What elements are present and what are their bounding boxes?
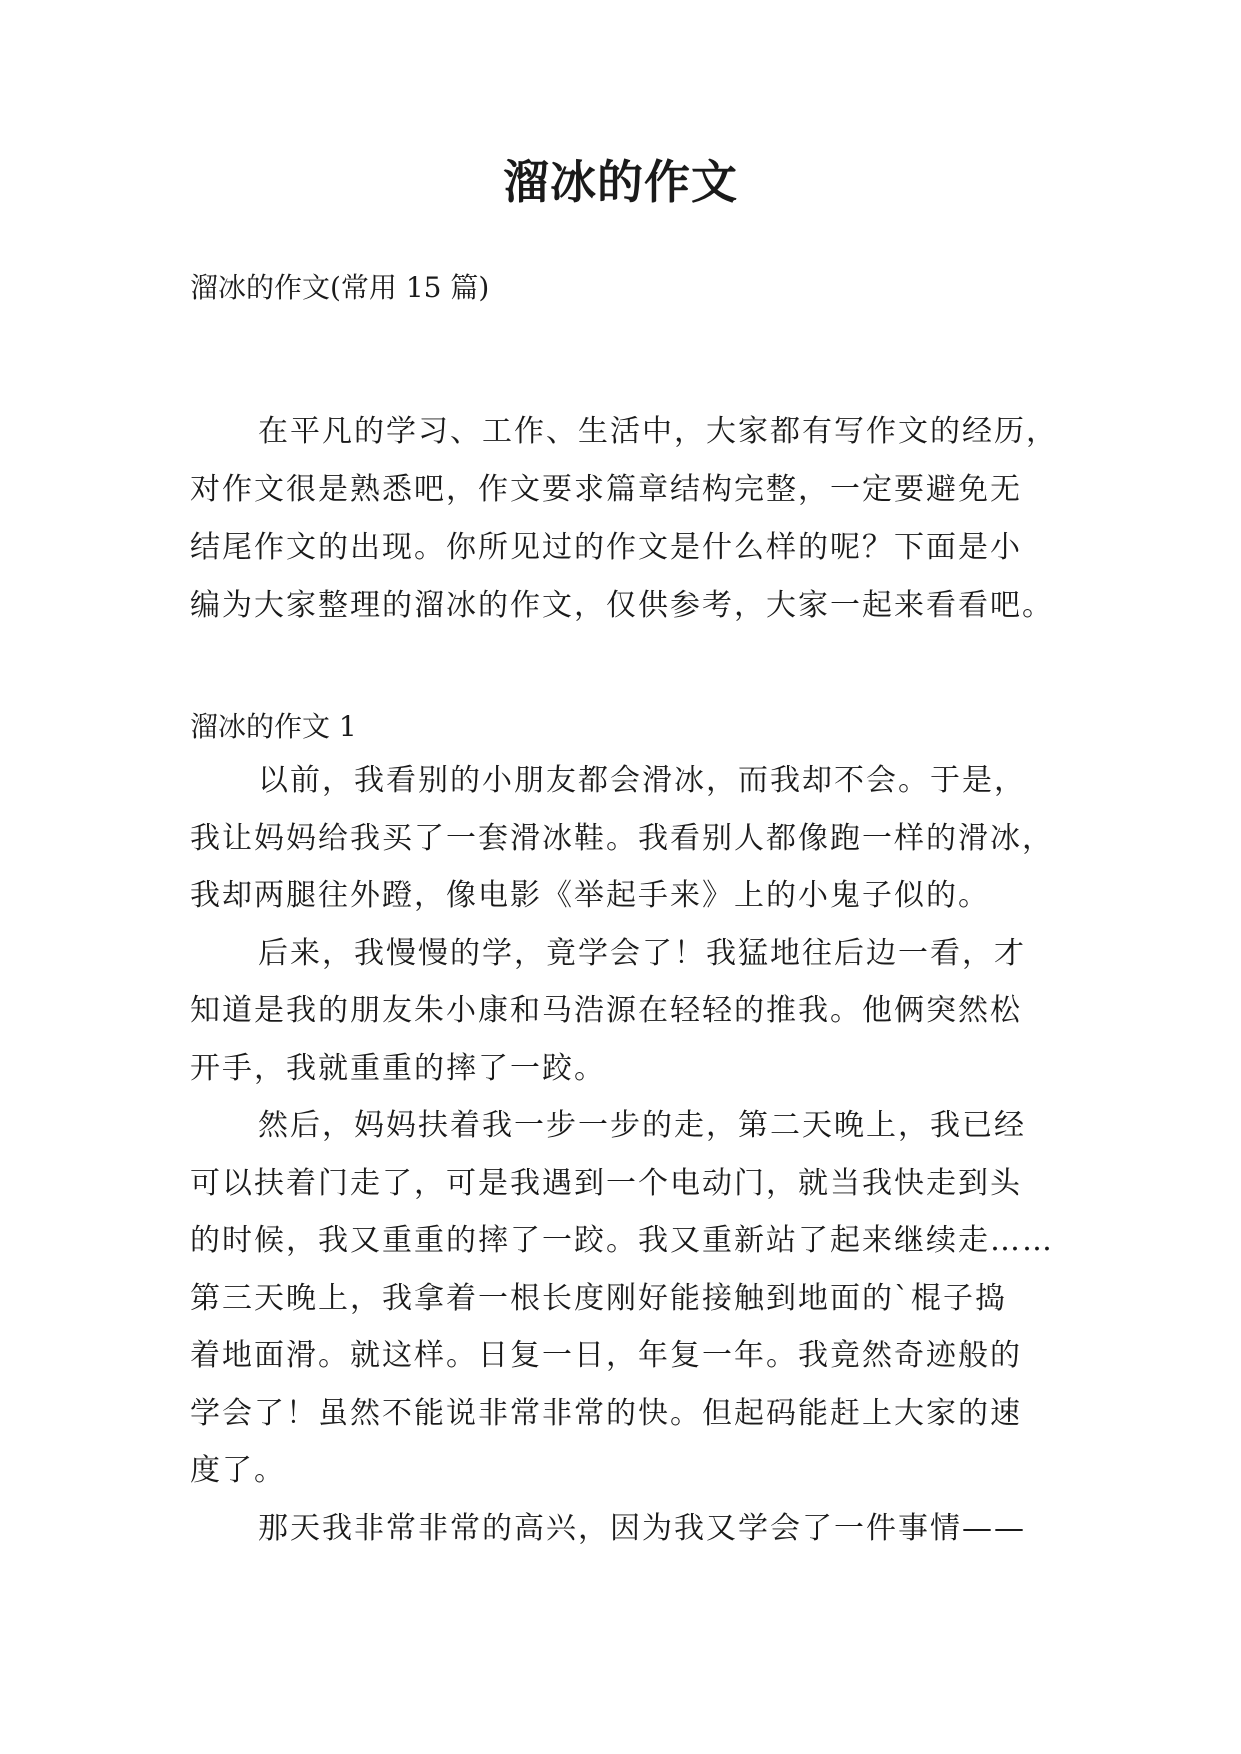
body-line: 着地面滑。就这样。日复一日，年复一年。我竟然奇迹般的 xyxy=(190,1338,1022,1373)
intro-line: 结尾作文的出现。你所见过的作文是什么样的呢？下面是小 xyxy=(190,530,1022,565)
body-line: 后来，我慢慢的学，竟学会了！我猛地往后边一看，才 xyxy=(258,935,1026,971)
body-line: 以前，我看别的小朋友都会滑冰，而我却不会。于是， xyxy=(258,763,1026,798)
section-heading: 溜冰的作文 1 xyxy=(190,710,357,743)
body-line: 我却两腿往外蹬，像电影《举起手来》上的小鬼子似的。 xyxy=(190,878,990,913)
body-line: 学会了！虽然不能说非常非常的快。但起码能赶上大家的速 xyxy=(190,1395,1022,1431)
document-title: 溜冰的作文 xyxy=(503,155,738,209)
body-line: 开手，我就重重的摔了一跤。 xyxy=(190,1050,606,1086)
body-line: 知道是我的朋友朱小康和马浩源在轻轻的推我。他俩突然松 xyxy=(190,993,1022,1028)
intro-line: 对作文很是熟悉吧，作文要求篇章结构完整，一定要避免无 xyxy=(190,472,1022,507)
body-line: 可以扶着门走了，可是我遇到一个电动门，就当我快走到头 xyxy=(190,1165,1022,1201)
intro-line: 编为大家整理的溜冰的作文，仅供参考，大家一起来看看吧。 xyxy=(190,588,1054,623)
body-line: 的时候，我又重重的摔了一跤。我又重新站了起来继续走…… xyxy=(190,1223,1054,1258)
essay-body xyxy=(190,752,1060,1557)
intro-line: 在平凡的学习、工作、生活中，大家都有写作文的经历， xyxy=(258,414,1058,449)
intro-paragraph xyxy=(190,403,1060,635)
body-line: 然后，妈妈扶着我一步一步的走，第二天晚上，我已经 xyxy=(258,1108,1026,1143)
document-subtitle: 溜冰的作文(常用 15 篇) xyxy=(190,271,490,304)
body-line: 那天我非常非常的高兴，因为我又学会了一件事情—— xyxy=(258,1510,1026,1546)
body-line: 我让妈妈给我买了一套滑冰鞋。我看别人都像跑一样的滑冰， xyxy=(190,820,1054,856)
body-line: 度了。 xyxy=(190,1453,286,1488)
body-line: 第三天晚上，我拿着一根长度刚好能接触到地面的`棍子捣 xyxy=(190,1280,1007,1316)
